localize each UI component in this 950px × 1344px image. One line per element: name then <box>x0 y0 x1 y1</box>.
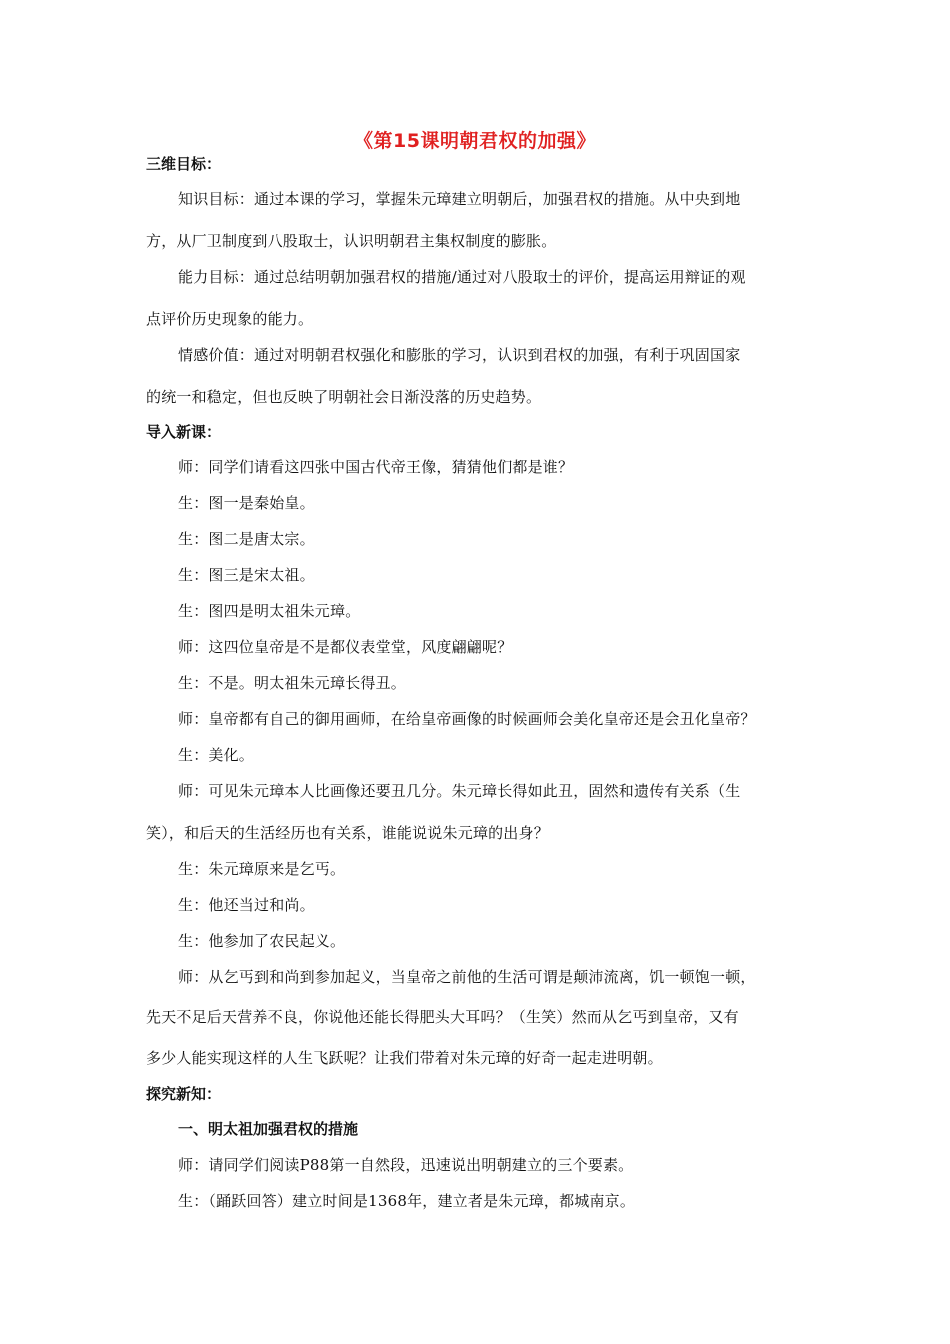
dialogue-line: 生：图一是秦始皇。 <box>178 494 315 512</box>
dialogue-line: 师：同学们请看这四张中国古代帝王像，猜猜他们都是谁？ <box>178 458 574 476</box>
dialogue-line: 生：图二是唐太宗。 <box>178 530 315 548</box>
dialogue-line: 生：美化。 <box>178 746 255 764</box>
explore-heading: 探究新知： <box>146 1085 222 1103</box>
dialogue-line: 生：不是。明太祖朱元璋长得丑。 <box>178 674 407 692</box>
teacher-paragraph-2-line-1: 师：从乞丐到和尚到参加起义，当皇帝之前他的生活可谓是颠沛流离，饥一顿饱一顿， <box>178 968 756 986</box>
dialogue-line: 生：他还当过和尚。 <box>178 896 315 914</box>
knowledge-goal-line-2: 方，从厂卫制度到八股取士，认识明朝君主集权制度的膨胀。 <box>146 232 557 250</box>
emotion-goal-line-2: 的统一和稳定，但也反映了明朝社会日渐没落的历史趋势。 <box>146 388 542 406</box>
lesson-title: 《第15课明朝君权的加强》 <box>354 130 596 152</box>
dialogue-line: 生：图三是宋太祖。 <box>178 566 315 584</box>
dialogue-line: 师：皇帝都有自己的御用画师，在给皇帝画像的时候画师会美化皇帝还是会丑化皇帝？ <box>178 710 756 728</box>
knowledge-goal-line-1: 知识目标：通过本课的学习，掌握朱元璋建立明朝后，加强君权的措施。从中央到地 <box>178 190 741 208</box>
intro-heading: 导入新课： <box>146 423 222 441</box>
dialogue-line: 生：图四是明太祖朱元璋。 <box>178 602 361 620</box>
teacher-paragraph-2-line-2: 先天不足后天营养不良，你说他还能长得肥头大耳吗？（生笑）然而从乞丐到皇帝，又有 <box>146 1008 739 1026</box>
teacher-paragraph-1-line-1: 师：可见朱元璋本人比画像还要丑几分。朱元璋长得如此丑，固然和遗传有关系（生 <box>178 782 741 800</box>
dialogue-line: 生：他参加了农民起义。 <box>178 932 346 950</box>
ability-goal-line-1: 能力目标：通过总结明朝加强君权的措施/通过对八股取士的评价，提高运用辩证的观 <box>178 268 746 286</box>
dialogue-line: 生：朱元璋原来是乞丐。 <box>178 860 346 878</box>
dialogue-line: 师：请同学们阅读P88第一自然段，迅速说出明朝建立的三个要素。 <box>178 1156 634 1174</box>
ability-goal-line-2: 点评价历史现象的能力。 <box>146 310 314 328</box>
dialogue-line: 师：这四位皇帝是不是都仪表堂堂，风度翩翩呢？ <box>178 638 513 656</box>
teacher-paragraph-1-line-2: 笑），和后天的生活经历也有关系，谁能说说朱元璋的出身？ <box>146 824 549 842</box>
emotion-goal-line-1: 情感价值：通过对明朝君权强化和膨胀的学习，认识到君权的加强，有利于巩固国家 <box>178 346 741 364</box>
subsection-heading: 一、明太祖加强君权的措施 <box>178 1120 359 1138</box>
goals-heading: 三维目标： <box>146 155 222 173</box>
dialogue-line: 生：（踊跃回答）建立时间是1368年，建立者是朱元璋，都城南京。 <box>178 1192 636 1210</box>
teacher-paragraph-2-line-3: 多少人能实现这样的人生飞跃呢？让我们带着对朱元璋的好奇一起走进明朝。 <box>146 1049 663 1067</box>
